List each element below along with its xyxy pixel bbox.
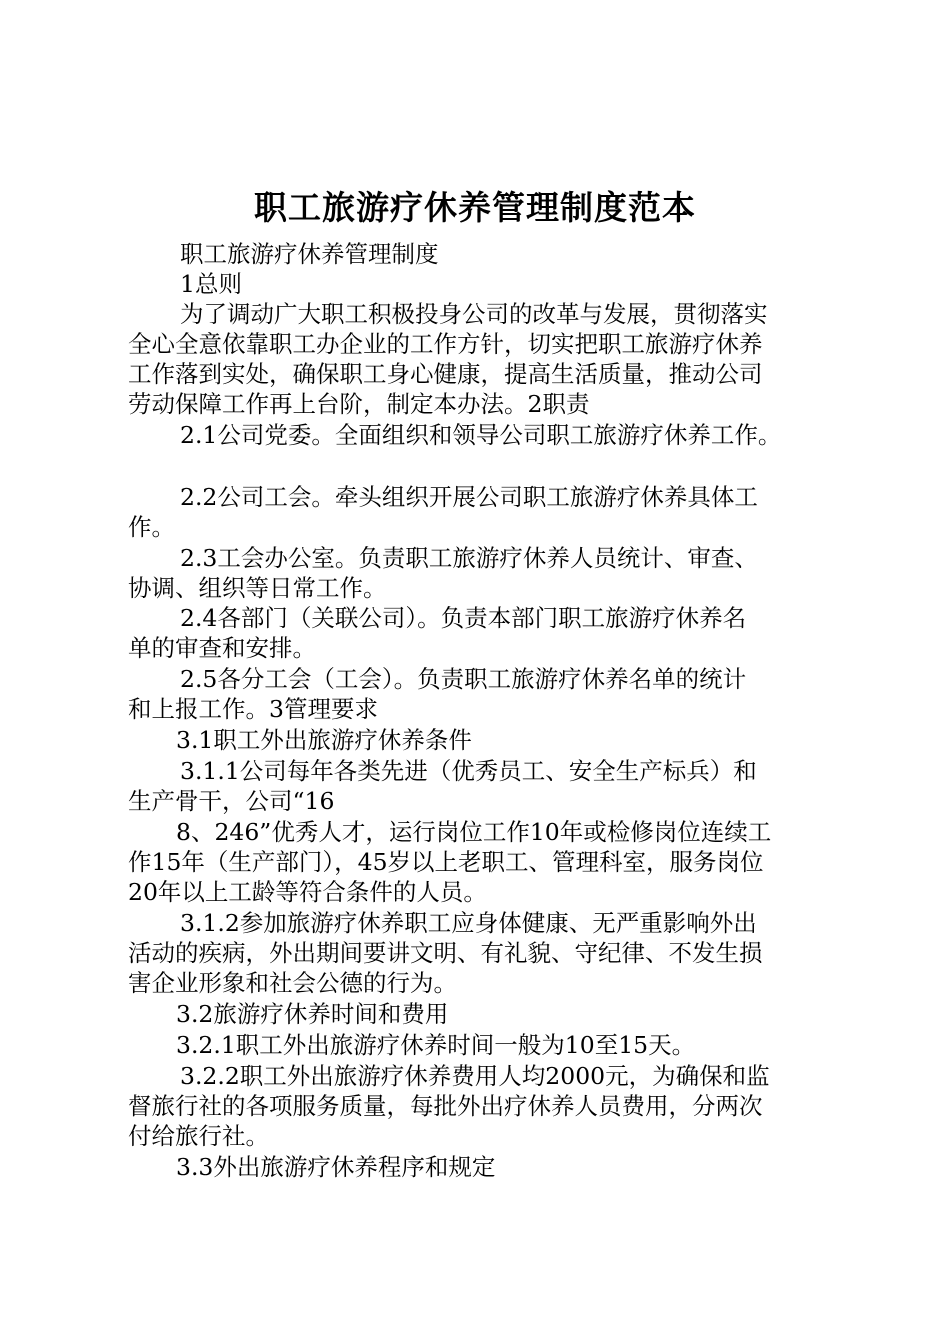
paragraph-line: 督旅行社的各项服务质量，每批外出疗休养人员费用，分两次 [128,1092,763,1120]
paragraph-line: 2.1公司党委。全面组织和领导公司职工旅游疗休养工作。 [180,421,782,449]
paragraph-line: 2.2公司工会。牵头组织开展公司职工旅游疗休养具体工 [180,483,758,511]
paragraph-line: 3.2.1职工外出旅游疗休养时间一般为10至15天。 [176,1031,696,1059]
paragraph-line: 3.3外出旅游疗休养程序和规定 [176,1153,496,1181]
paragraph-line: 8、246”优秀人才，运行岗位工作10年或检修岗位连续工 [176,818,772,846]
section-heading: 1总则 [180,270,242,298]
document-title: 职工旅游疗休养管理制度范本 [254,188,696,227]
paragraph-line: 2.3工会办公室。负责职工旅游疗休养人员统计、审查、 [180,544,758,572]
paragraph-line: 20年以上工龄等符合条件的人员。 [128,878,487,906]
paragraph-line: 3.1职工外出旅游疗休养条件 [176,726,472,754]
paragraph-line: 付给旅行社。 [128,1122,269,1150]
paragraph-line: 活动的疾病，外出期间要讲文明、有礼貌、守纪律、不发生损 [128,939,763,967]
paragraph-line: 工作落到实处，确保职工身心健康，提高生活质量，推动公司 [128,360,763,388]
paragraph-line: 生产骨干，公司“16 [128,787,335,815]
paragraph-line: 3.2旅游疗休养时间和费用 [176,1000,449,1028]
paragraph-line: 3.2.2职工外出旅游疗休养费用人均2000元，为确保和监 [180,1062,770,1090]
paragraph-line: 全心全意依靠职工办企业的工作方针，切实把职工旅游疗休养 [128,330,763,358]
paragraph-line: 单的审查和安排。 [128,634,316,662]
paragraph-line: 3.1.2参加旅游疗休养职工应身体健康、无严重影响外出 [180,909,757,937]
paragraph-line: 作。 [128,513,175,541]
paragraph-line: 作15年（生产部门），45岁以上老职工、管理科室，服务岗位 [128,848,764,876]
paragraph-line: 协调、组织等日常工作。 [128,574,387,602]
paragraph-line: 3.1.1公司每年各类先进（优秀员工、安全生产标兵）和 [180,757,757,785]
paragraph-line: 劳动保障工作再上台阶，制定本办法。2职责 [128,390,590,418]
paragraph-line: 2.5各分工会（工会）。负责职工旅游疗休养名单的统计 [180,665,747,693]
paragraph-line: 和上报工作。3管理要求 [128,695,378,723]
paragraph-line: 害企业形象和社会公德的行为。 [128,969,457,997]
paragraph-line: 为了调动广大职工积极投身公司的改革与发展，贯彻落实 [180,300,768,328]
subtitle: 职工旅游疗休养管理制度 [180,240,439,268]
paragraph-line: 2.4各部门（关联公司）。负责本部门职工旅游疗休养名 [180,604,747,632]
